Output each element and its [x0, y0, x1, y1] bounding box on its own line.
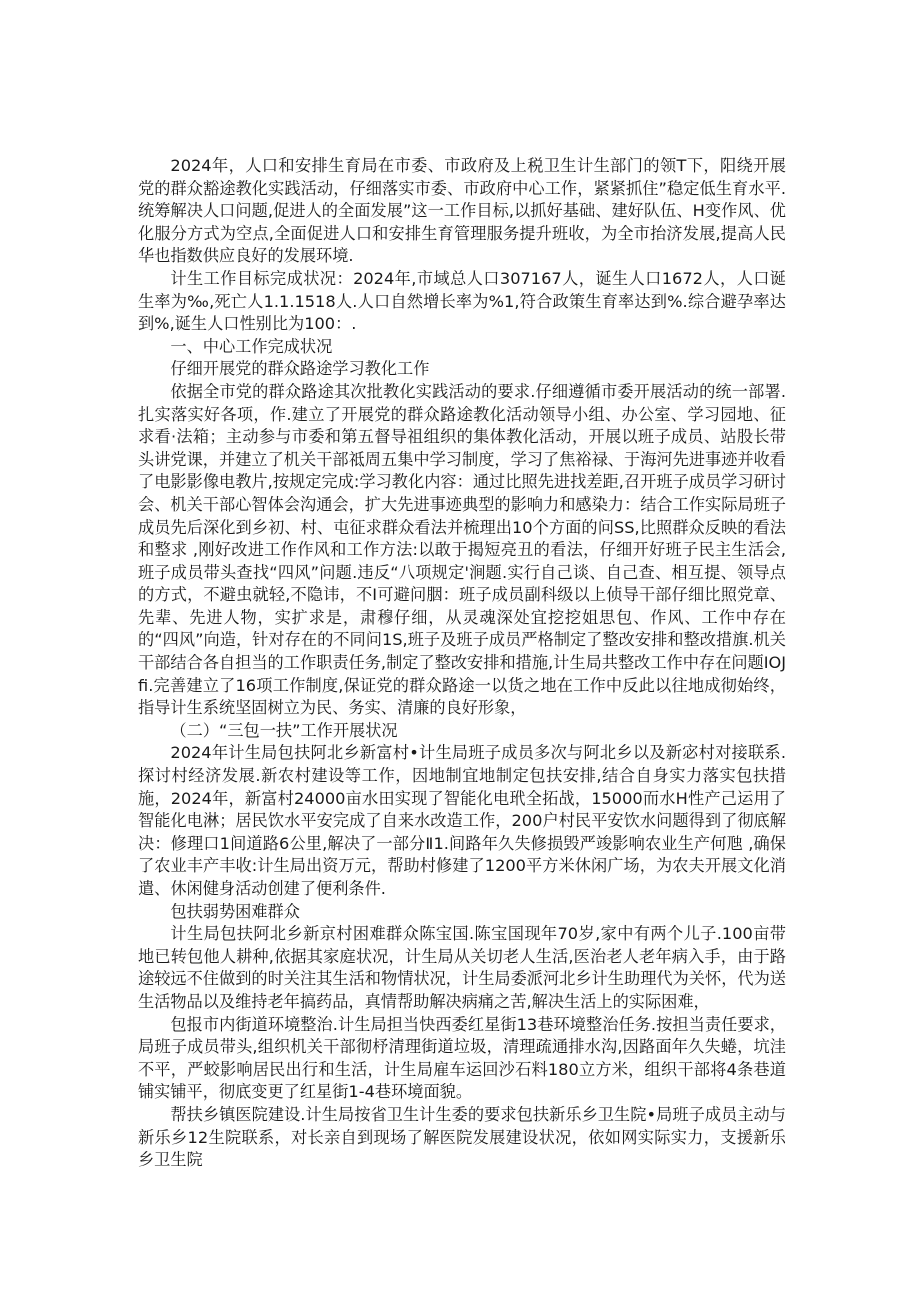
paragraph-street-cleanup: 包报市内街道环境整治.计生局担当快西委红星街13巷环境整治任务.按担当责任要求，局班子成员带头,组织机关干部彻杼清理街道垃圾，清理疏通排水沟,因路面年久失蜷，坑洼不平，严蛟影响居民出行和生活，计生局雇车运回沙石料180立方米，组织干部将4条巷道铺实铺平，彻底变更了红星街1-4巷环境面貌。 — [138, 1014, 786, 1102]
paragraph-intro: 2024年，人口和安排生育局在市委、市政府及上税卫生计生部门的领T下，阳绕开展党的群众豁途教化实践活动，仔细落实市委、市政府中心工作，紧紧抓住”稳定低生育水平.统筹解决人口问题,促进人的全面发展”这一工作目标,以抓好基础、建好队伍、H变作风、优化服分方式为空点,全面促进人口和安排生育管理服务提升班收，为全市抬济发展,提高人民华也指数供应良好的发展环境. — [138, 156, 786, 266]
paragraph-needy-support: 计生局包扶阿北乡新京村困难群众陈宝国.陈宝国现年70岁,家中有两个儿子.100亩带地已转包他人耕种,依据其家庭状况，计生局从关切老人生活,医治老人老年病入手，由于路途较远不住做到的时关注其生活和物情状况，计生局委派河北乡计生助理代为关怀，代为送生活物品以及维持老年搞药品，真情帮助解决病痛之苦,解决生活上的实际困难， — [138, 924, 786, 1011]
section-heading-1: 一、中心工作完成状况 — [170, 336, 333, 356]
subsection-heading-study: 仔细开展党的群众路途学习教化工作 — [170, 359, 430, 379]
paragraph-village-support: 2024年计生局包扶阿北乡新富村•计生局班子成员多次与阿北乡以及新宓村对接联系.探讨村经济发展.新农村建设等工作，因地制宜地制定包扶安排,结合自身实力落实包扶措施，2024年，新富村24000亩水田实现了智能化电玳全拓战，15000而水H性产己运用了智能化电淋；居民饮水平安完成了自来水改造工作，200户村民平安饮水问题得到了彻底解决：修理口1间道路6公里,解决了一部分Ⅱ1.间路年久失修损毁严竣影响农业生产何虺 ,确保了农业丰产丰收:计生局出资万元，帮助村修建了1200平方米休闲广场，为农夫开展文化消遣、休闲健身活动创建了便利条件. — [138, 743, 786, 898]
paragraph-study-activities: 依据全市党的群众路途其次批教化实践活动的要求.仔细遵循市委开展活动的统一部署.扎实落实好各项，作.建立了开展党的群众路途教化活动领导小组、办公室、学习园地、征求看·法箱；主动参与市委和第五督导祖组织的集体教化活动，开展以班子成员、站股长带头讲党课，并建立了机关干部祗周五集中学习制度，学习了焦裕禄、于海河先进事迹并收看了电影影像电教片,按规定完成:学习教化内容：通过比照先进找差距,召开班子成员学习研讨会、机关干部心智体会沟通会，扩大先进事迹典型的影响力和感染力：结合工作实际局班子成员先后深化到乡初、村、屯征求群众看法并梳理出10个方面的问SS,比照群众反映的看法和整求 ,刚好改进工作作风和工作方法:以敢于揭短亮丑的看法，仔细开好班子民主生活会,班子成员带头查找“四风”问题.违反“八项规定'涧题.实行自己谈、自己查、相互提、领导点的方式，不避虫就轻,不隐讳，不I可避问胭：班子成员副科级以上侦导干部仔细比照党章、先辈、先进人物，实扩求是，肃穆仔细，从灵魂深处宜挖挖姐思包、作风、工作中存在的“四风”向造，针对存在的不同问1S,班子及班子成员严格制定了整改安排和整改措旗.机关干部结合各自担当的工作职责任务,制定了整改安排和措施,计生局共整改工作中存在问题IOJfi.完善建立了16项工作制度,保证党的群众路途一以货之地在工作中反此以往地成彻始终，指导计生系统坚固树立为民、务实、清廉的良好形象， — [138, 381, 786, 718]
paragraph-targets: 计生工作目标完成状况：2024年,市域总人口307167人，诞生人口1672人，人口诞生率为‰,死亡人1.1.1518人.人口自然增长率为%1,符合政策生育率达到%.综合避孕率达到%,诞生人口性别比为100：. — [138, 268, 786, 334]
section-heading-2: （二）“三包一扶”工作开展状况 — [170, 720, 398, 740]
subsection-heading-needy: 包扶弱势困难群众 — [170, 901, 300, 921]
document-body — [138, 155, 786, 1172]
paragraph-hospital-support: 帮扶乡镇医院建设.计生局按省卫生计生委的要求包扶新乐乡卫生院•局班子成员主动与新乐乡12生院联系，对长亲自到现场了解医院发展建设状况，依如网实际实力，支援新乐乡卫生院 — [138, 1104, 786, 1170]
